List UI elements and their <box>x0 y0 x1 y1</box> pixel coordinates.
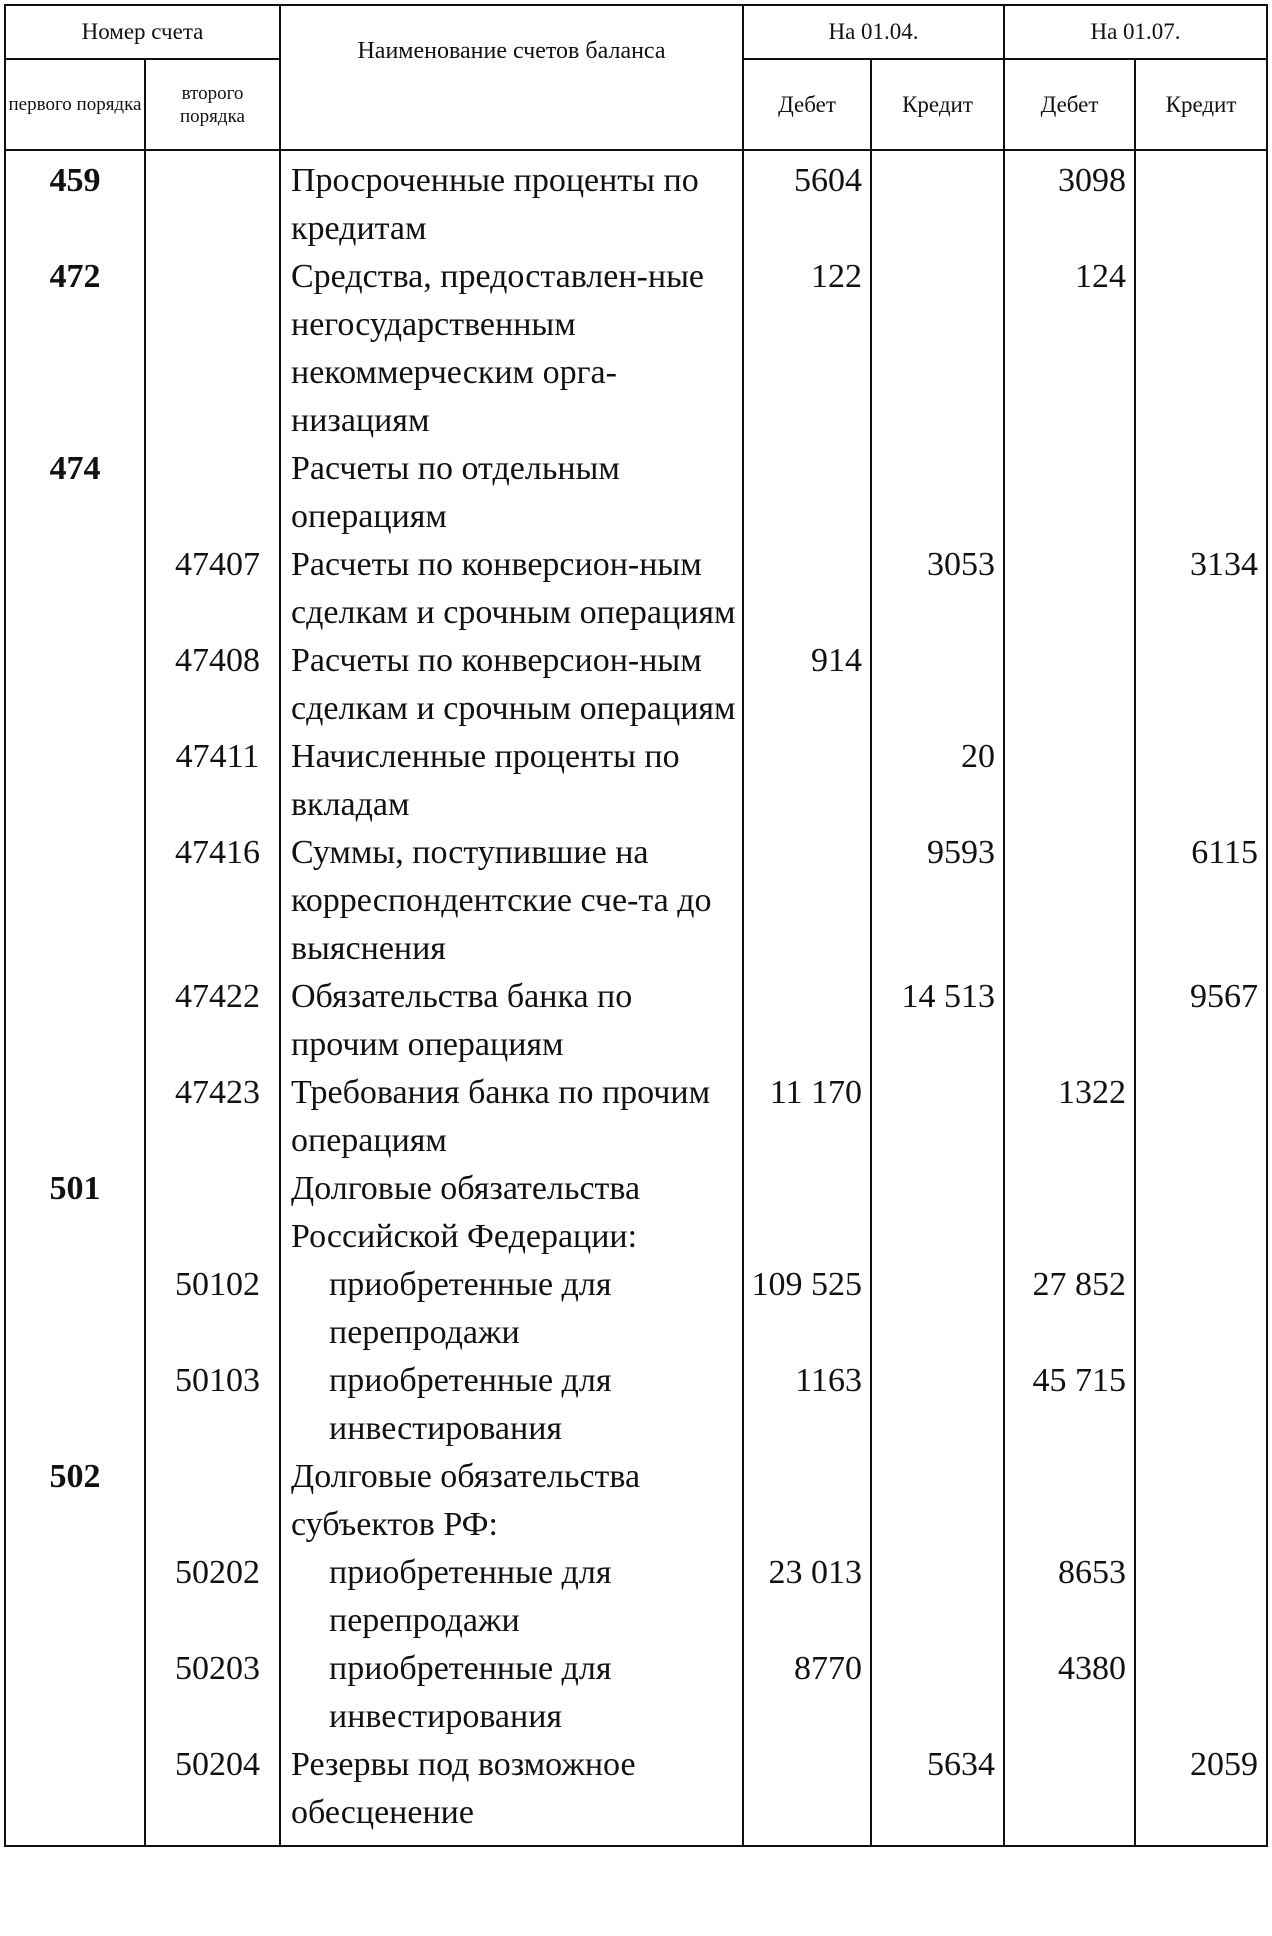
table-row <box>5 973 1267 1069</box>
date2-debit-header: Дебет <box>1004 59 1135 150</box>
date2-header: На 01.07. <box>1004 5 1267 59</box>
date1-credit-cell <box>871 445 1004 541</box>
date1-debit-cell <box>743 829 871 973</box>
date1-debit-cell: 11 170 <box>743 1069 871 1165</box>
date1-debit-header: Дебет <box>743 59 871 150</box>
table-row <box>5 253 1267 445</box>
date2-credit-header: Кредит <box>1135 59 1267 150</box>
date2-credit-cell <box>1135 733 1267 829</box>
account-name-cell: Расчеты по конверсион-ным сделкам и срочным операциям <box>280 637 743 733</box>
account-name-cell: Расчеты по конверсион-ным сделкам и срочным операциям <box>280 541 743 637</box>
account-name-header: Наименование счетов баланса <box>280 5 743 150</box>
date1-debit-cell: 8770 <box>743 1645 871 1741</box>
date2-credit-cell: 3134 <box>1135 541 1267 637</box>
table-row <box>5 637 1267 733</box>
date1-debit-cell: 23 013 <box>743 1549 871 1645</box>
first-order-account-cell: 501 <box>5 1165 145 1261</box>
date1-credit-cell <box>871 1645 1004 1741</box>
date1-debit-cell: 1163 <box>743 1357 871 1453</box>
date1-credit-cell <box>871 1549 1004 1645</box>
date1-credit-cell <box>871 253 1004 445</box>
date2-debit-cell: 3098 <box>1004 150 1135 253</box>
account-name-cell: приобретенные для перепродажи <box>280 1549 743 1645</box>
date2-debit-cell <box>1004 541 1135 637</box>
second-order-account-cell: 47422 <box>145 973 280 1069</box>
table-row <box>5 150 1267 253</box>
first-order-account-cell <box>5 829 145 973</box>
second-order-account-cell: 50103 <box>145 1357 280 1453</box>
date2-credit-cell: 9567 <box>1135 973 1267 1069</box>
date1-debit-cell <box>743 1741 871 1846</box>
first-order-account-cell: 459 <box>5 150 145 253</box>
date1-debit-cell: 5604 <box>743 150 871 253</box>
date2-credit-cell <box>1135 1645 1267 1741</box>
date2-debit-cell <box>1004 829 1135 973</box>
date2-debit-cell: 124 <box>1004 253 1135 445</box>
account-name-cell: приобретенные для инвестирования <box>280 1357 743 1453</box>
date1-credit-cell: 5634 <box>871 1741 1004 1846</box>
balance-sheet-page <box>4 4 1268 1930</box>
date1-header: На 01.04. <box>743 5 1004 59</box>
date2-credit-cell <box>1135 1453 1267 1549</box>
date2-credit-cell <box>1135 1549 1267 1645</box>
date1-credit-cell <box>871 1069 1004 1165</box>
date1-credit-cell <box>871 1165 1004 1261</box>
table-row <box>5 1357 1267 1453</box>
first-order-header: первого порядка <box>5 59 145 150</box>
date2-debit-cell <box>1004 637 1135 733</box>
account-name-cell: Долговые обязательства Российской Федерации: <box>280 1165 743 1261</box>
second-order-account-cell: 47408 <box>145 637 280 733</box>
table-row <box>5 541 1267 637</box>
second-order-account-cell <box>145 253 280 445</box>
first-order-account-cell <box>5 733 145 829</box>
account-name-cell: приобретенные для перепродажи <box>280 1261 743 1357</box>
table-row <box>5 1165 1267 1261</box>
table-row <box>5 1741 1267 1846</box>
account-name-cell: Суммы, поступившие на корреспондентские сче-та до выяснения <box>280 829 743 973</box>
second-order-account-cell: 50202 <box>145 1549 280 1645</box>
date1-debit-cell <box>743 445 871 541</box>
date1-debit-cell <box>743 733 871 829</box>
date2-debit-cell <box>1004 973 1135 1069</box>
date2-credit-cell: 6115 <box>1135 829 1267 973</box>
date1-credit-cell: 20 <box>871 733 1004 829</box>
second-order-account-cell: 47407 <box>145 541 280 637</box>
date1-debit-cell: 109 525 <box>743 1261 871 1357</box>
date1-credit-cell: 9593 <box>871 829 1004 973</box>
account-number-header: Номер счета <box>5 5 280 59</box>
table-row <box>5 1453 1267 1549</box>
date2-credit-cell <box>1135 445 1267 541</box>
account-name-cell: Требования банка по прочим операциям <box>280 1069 743 1165</box>
account-name-cell: Начисленные проценты по вкладам <box>280 733 743 829</box>
date1-debit-cell <box>743 541 871 637</box>
date2-debit-cell <box>1004 733 1135 829</box>
account-name-cell: приобретенные для инвестирования <box>280 1645 743 1741</box>
date2-debit-cell: 1322 <box>1004 1069 1135 1165</box>
date2-debit-cell <box>1004 445 1135 541</box>
date2-credit-cell: 2059 <box>1135 1741 1267 1846</box>
date1-credit-cell <box>871 1357 1004 1453</box>
first-order-account-cell <box>5 637 145 733</box>
date2-credit-cell <box>1135 1069 1267 1165</box>
second-order-account-cell: 50204 <box>145 1741 280 1846</box>
first-order-account-cell: 502 <box>5 1453 145 1549</box>
first-order-account-cell <box>5 541 145 637</box>
first-order-account-cell <box>5 1645 145 1741</box>
date2-credit-cell <box>1135 637 1267 733</box>
date2-debit-cell <box>1004 1453 1135 1549</box>
date2-credit-cell <box>1135 1165 1267 1261</box>
second-order-account-cell: 47416 <box>145 829 280 973</box>
first-order-account-cell <box>5 973 145 1069</box>
table-row <box>5 829 1267 973</box>
table-row <box>5 733 1267 829</box>
table-row <box>5 445 1267 541</box>
table-header <box>5 5 1267 150</box>
first-order-account-cell: 474 <box>5 445 145 541</box>
date1-debit-cell <box>743 1453 871 1549</box>
date2-credit-cell <box>1135 150 1267 253</box>
first-order-account-cell <box>5 1069 145 1165</box>
second-order-account-cell: 47411 <box>145 733 280 829</box>
first-order-account-cell <box>5 1261 145 1357</box>
second-order-account-cell <box>145 150 280 253</box>
date1-credit-header: Кредит <box>871 59 1004 150</box>
account-name-cell: Средства, предоставлен-ные негосударственным некоммерческим орга-низациям <box>280 253 743 445</box>
date1-credit-cell <box>871 1453 1004 1549</box>
second-order-account-cell: 47423 <box>145 1069 280 1165</box>
first-order-account-cell <box>5 1741 145 1846</box>
account-name-cell: Долговые обязательства субъектов РФ: <box>280 1453 743 1549</box>
account-name-cell: Резервы под возможное обесценение <box>280 1741 743 1846</box>
date1-credit-cell <box>871 1261 1004 1357</box>
date2-debit-cell: 45 715 <box>1004 1357 1135 1453</box>
date1-credit-cell <box>871 637 1004 733</box>
date2-debit-cell <box>1004 1741 1135 1846</box>
account-name-cell: Расчеты по отдельным операциям <box>280 445 743 541</box>
second-order-account-cell: 50203 <box>145 1645 280 1741</box>
table-body <box>5 150 1267 1846</box>
second-order-account-cell <box>145 445 280 541</box>
second-order-header: второго порядка <box>145 59 280 150</box>
date2-credit-cell <box>1135 253 1267 445</box>
date2-debit-cell: 27 852 <box>1004 1261 1135 1357</box>
date1-credit-cell <box>871 150 1004 253</box>
table-row <box>5 1069 1267 1165</box>
date1-debit-cell: 122 <box>743 253 871 445</box>
date1-debit-cell <box>743 1165 871 1261</box>
date1-debit-cell <box>743 973 871 1069</box>
account-name-cell: Просроченные проценты по кредитам <box>280 150 743 253</box>
date1-debit-cell: 914 <box>743 637 871 733</box>
date2-credit-cell <box>1135 1261 1267 1357</box>
date2-credit-cell <box>1135 1357 1267 1453</box>
date2-debit-cell: 8653 <box>1004 1549 1135 1645</box>
date1-credit-cell: 14 513 <box>871 973 1004 1069</box>
second-order-account-cell: 50102 <box>145 1261 280 1357</box>
second-order-account-cell <box>145 1165 280 1261</box>
date1-credit-cell: 3053 <box>871 541 1004 637</box>
date2-debit-cell <box>1004 1165 1135 1261</box>
first-order-account-cell: 472 <box>5 253 145 445</box>
first-order-account-cell <box>5 1357 145 1453</box>
table-row <box>5 1645 1267 1741</box>
balance-table <box>4 4 1268 1847</box>
account-name-cell: Обязательства банка по прочим операциям <box>280 973 743 1069</box>
first-order-account-cell <box>5 1549 145 1645</box>
date2-debit-cell: 4380 <box>1004 1645 1135 1741</box>
second-order-account-cell <box>145 1453 280 1549</box>
table-row <box>5 1549 1267 1645</box>
table-row <box>5 1261 1267 1357</box>
